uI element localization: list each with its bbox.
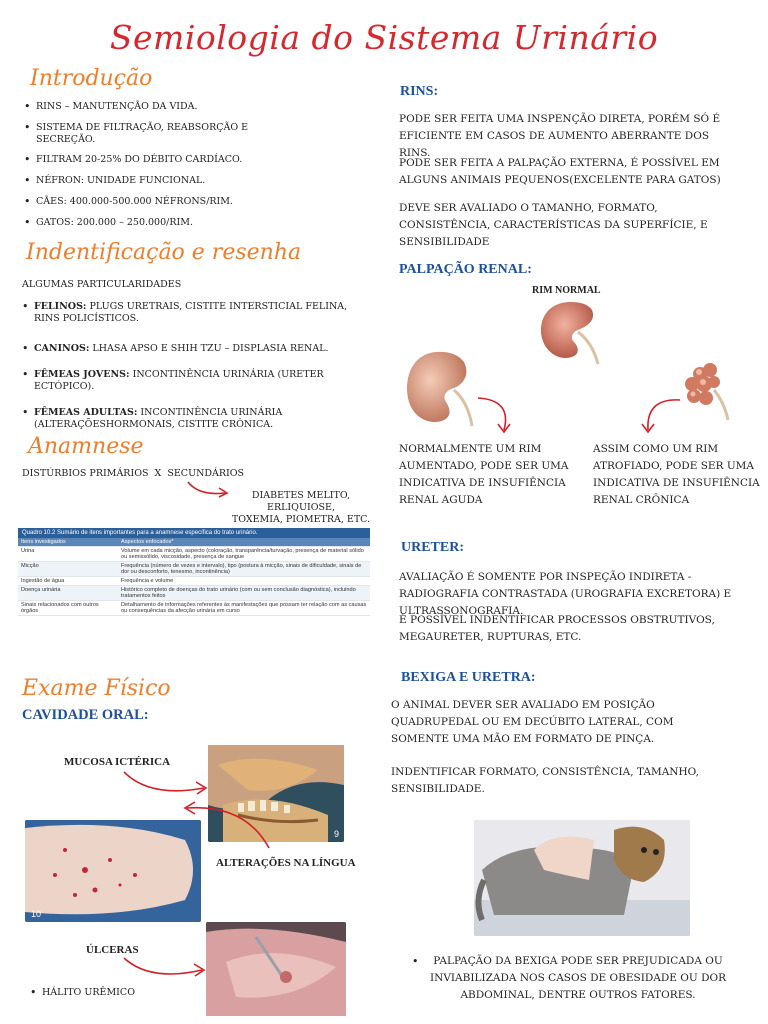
mucosa-label: MUCOSA ICTÉRICA xyxy=(64,756,171,768)
ureter-heading: URETER: xyxy=(401,540,465,555)
anamnese-table xyxy=(18,538,370,616)
curved-arrow-icon xyxy=(474,394,516,436)
page-title: Semiologia do Sistema Urinário xyxy=(109,18,659,57)
resenha-item: • CANINOS: LHASA APSO E SHIH TZU – DISPLASIA RENAL. xyxy=(22,343,362,355)
resenha-list xyxy=(22,301,362,431)
curved-arrow-icon xyxy=(638,394,684,436)
curved-arrow-icon xyxy=(120,766,212,800)
lingua-label: ALTERAÇÕES NA LÍNGUA xyxy=(216,857,356,869)
table-row: Ingestão de água Frequência e volume xyxy=(18,577,370,586)
bexiga-p1: O ANIMAL DEVER SER AVALIADO EM POSIÇÃO QUADRUPEDAL OU EM DECÚBITO LATERAL, COM SOMENTE UMA MÃO EM FORMATO DE PINÇA. xyxy=(391,699,674,745)
intro-list xyxy=(24,101,264,229)
intro-item: • GATOS: 200.000 – 250.000/RIM. xyxy=(24,217,264,229)
bexiga-p2: INDENTIFICAR FORMATO, CONSISTÊNCIA, TAMANHO, SENSIBILIDADE. xyxy=(391,766,699,795)
intro-heading: Introdução xyxy=(30,66,153,91)
rins-p1: PODE SER FEITA UMA INSPENÇÃO DIRETA, PORÉM SÓ É EFICIENTE EM CASOS DE AUMENTO ABERRANTE DOS RINS. xyxy=(399,113,721,159)
intro-item: • CÃES: 400.000-500.000 NÉFRONS/RIM. xyxy=(24,196,264,208)
anamnese-line: DISTÚRBIOS PRIMÁRIOS X SECUNDÁRIOS xyxy=(22,468,245,479)
table-caption: Quadro 10.2 Sumário de itens importantes para a anamnese específica do trato urinário. xyxy=(18,528,370,538)
ulceras-label: ÚLCERAS xyxy=(86,944,139,956)
rins-p2: PODE SER FEITA A PALPAÇÃO EXTERNA, É POSSÍVEL EM ALGUNS ANIMAIS PEQUENOS(EXCELENTE PARA GATOS) xyxy=(399,157,721,186)
resenha-item: • FELINOS: PLUGS URETRAIS, CISTITE INTERSTICIAL FELINA, RINS POLICÍSTICOS. xyxy=(22,301,362,325)
rins-p3: DEVE SER AVALIADO O TAMANHO, FORMATO, CONSISTÊNCIA, CARACTERÍSTICAS DA SUPERFÍCIE, E SENSIBILIDADE xyxy=(399,202,708,248)
kidney-enlarged-icon xyxy=(402,348,482,428)
palpacao-left-text: NORMALMENTE UM RIM AUMENTADO, PODE SER UMA INDICATIVA DE INSUFIÊNCIA RENAL AGUDA xyxy=(399,443,569,506)
table-row: Doença urinária Histórico completo de doenças do trato urinário (com ou sem conclusão diagnóstica), incluindo tratamentos feitos xyxy=(18,586,370,601)
bexiga-bullet: • PALPAÇÃO DA BEXIGA PODE SER PREJUDICADA OU INVIABILIZADA NOS CASOS DE OBESIDADE OU DOR ABDOMINAL, DENTRE OUTROS FATORES. xyxy=(412,953,732,1004)
resenha-subtitle: ALGUMAS PARTICULARIDADES xyxy=(22,279,182,290)
anamnese-note: DIABETES MELITO, ERLIQUIOSE, TOXEMIA, PIOMETRA, ETC. xyxy=(231,490,371,525)
resenha-item: • FÊMEAS ADULTAS: INCONTINÊNCIA URINÁRIA (ALTERAÇÕESHORMONAIS, CISTITE CRÔNICA. xyxy=(22,407,362,431)
kidney-atrophied-icon xyxy=(682,360,736,422)
table-row: Sinais relacionados com outros órgãos Detalhamento de informações referentes às manifestações que possam ter relação com as causas ou consequências da afecção urinária em curso xyxy=(18,601,370,616)
table-header-row: Itens investigados Aspectos enfocados* xyxy=(18,538,370,547)
ulceras-photo xyxy=(206,922,346,1016)
anamnese-table-block xyxy=(18,528,370,616)
curved-arrow-icon xyxy=(120,952,210,984)
resenha-heading: Indentificação e resenha xyxy=(26,240,302,265)
exame-heading: Exame Físico xyxy=(22,676,171,701)
rim-normal-label: RIM NORMAL xyxy=(532,285,601,296)
intro-item: • FILTRAM 20-25% DO DÉBITO CARDÍACO. xyxy=(24,154,264,166)
intro-item: • SISTEMA DE FILTRAÇÃO, REABSORÇÃO E SECREÇÃO. xyxy=(24,122,264,146)
intro-item: • NÉFRON: UNIDADE FUNCIONAL. xyxy=(24,175,264,187)
halito-list xyxy=(30,987,190,999)
ureter-p2: É POSSÍVEL INDENTIFICAR PROCESSOS OBSTRUTIVOS, MEGAURETER, RUPTURAS, ETC. xyxy=(399,614,715,643)
curved-arrow-icon xyxy=(175,796,275,854)
palpacao-heading: PALPAÇÃO RENAL: xyxy=(399,262,532,277)
halito-item: • HÁLITO URÊMICO xyxy=(30,987,190,999)
photo-number: 9 xyxy=(333,829,339,839)
bexiga-heading: BEXIGA E URETRA: xyxy=(401,670,536,685)
table-row: Urina Volume em cada micção, aspecto (coloração, transparência/turvação, presença de material sólido ou semissólido, viscosidade, presença de sangue xyxy=(18,547,370,562)
anamnese-heading: Anamnese xyxy=(28,434,144,459)
palpacao-right-text: ASSIM COMO UM RIM ATROFIADO, PODE SER UMA INDICATIVA DE INSUFIÊNCIA RENAL CRÔNICA xyxy=(593,443,760,506)
table-row: Micção Frequência (número de vezes e intervalo), tipo (postura à micção, sinais de dificuldade, sinais de dor ou desconforto, tenesmo, incontinência) xyxy=(18,562,370,577)
ureter-p1: AVALIAÇÃO É SOMENTE POR INSPEÇÃO INDIRETA - RADIOGRAFIA CONTRASTADA (UROGRAFIA EXCRETORA) E ULTRASSONOGRAFIA. xyxy=(399,571,732,617)
photo-number: 10 xyxy=(31,909,42,919)
resenha-item: • FÊMEAS JOVENS: INCONTINÊNCIA URINÁRIA (URETER ECTÓPICO). xyxy=(22,369,362,393)
bexiga-bullet-list xyxy=(412,953,732,1004)
intro-item: • RINS – MANUTENÇÃO DA VIDA. xyxy=(24,101,264,113)
dog-palpation-photo xyxy=(474,820,690,936)
kidney-normal-icon xyxy=(534,298,608,366)
rins-heading: RINS: xyxy=(400,84,439,99)
cavidade-heading: CAVIDADE ORAL: xyxy=(22,707,149,723)
